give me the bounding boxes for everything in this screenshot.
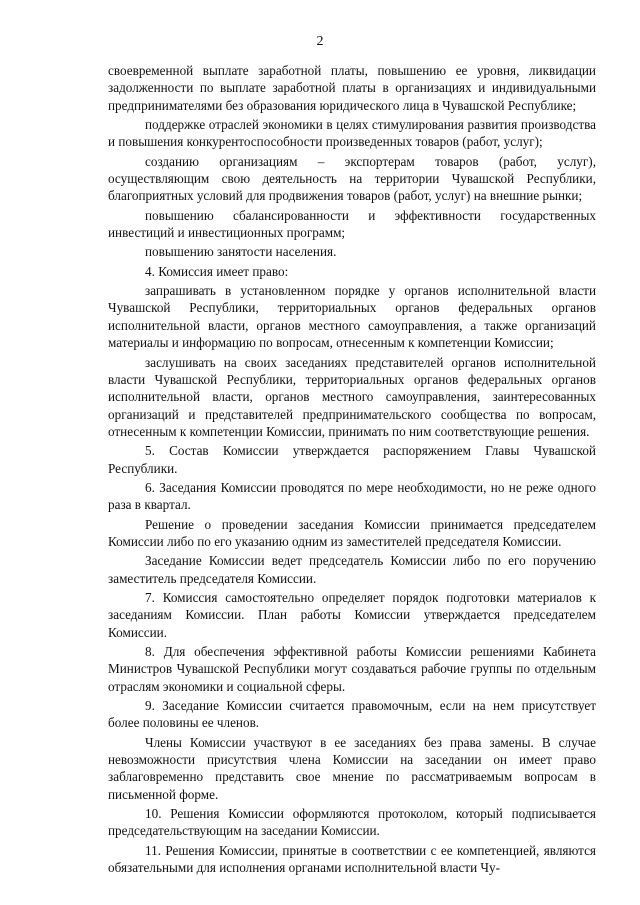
paragraph-p12: Заседание Комиссии ведет председатель Комиссии либо по его поручению заместитель председателя Комиссии. [108,553,596,586]
paragraph-p16: Члены Комиссии участвуют в ее заседаниях без права замены. В случае невозможности присутствия члена Комиссии на заседании он имеет право заблаговременно представить свое мнение по рассматриваемым вопросам в письменной форме. [108,734,596,802]
paragraph-p5: повышению занятости населения. [145,244,337,260]
paragraph-p15: 9. Заседание Комиссии считается правомочным, если на нем присутствует более половины ее членов. [108,698,596,731]
page-number: 2 [316,34,324,49]
paragraph-p11: Решение о проведении заседания Комиссии принимается председателем Комиссии либо по его указанию одним из заместителей председателя Комиссии. [108,516,596,549]
paragraph-p9: 5. Состав Комиссии утверждается распоряжением Главы Чувашской Республики. [108,443,596,476]
paragraph-p17: 10. Решения Комиссии оформляются протоколом, который подписывается председательствующим на заседании Комиссии. [108,806,596,839]
paragraph-p8: заслушивать на своих заседаниях представителей органов исполнительной власти Чувашской Республики, территориальных органов федеральных органов исполнительной власти, органов местного самоуправления, заинтересованных организаций и представителей предпринимательского сообщества по вопросам, отнесенным к компетенции Комиссии, принимать по ним соответствующие решения. [108,354,596,439]
paragraph-p10: 6. Заседания Комиссии проводятся по мере необходимости, но не реже одного раза в квартал. [108,479,596,513]
paragraph-p2: поддержке отраслей экономики в целях стимулирования развития производства и повышения конкурентоспособности произведенных товаров (работ, услуг); [108,117,596,150]
paragraph-p6: 4. Комиссия имеет право: [145,263,289,279]
paragraph-p3: созданию организациям – экспортерам товаров (работ, услуг), осуществляющим свою деятельность на территории Чувашской Республики, благоприятных условий для продвижения товаров (работ, услуг) на внешние рынки; [108,153,596,204]
paragraph-p18: 11. Решения Комиссии, принятые в соответствии с ее компетенцией, являются обязательными для исполнения органами исполнительной власти Чу- [108,842,596,876]
paragraph-p7: запрашивать в установленном порядке у органов исполнительной власти Чувашской Республики, территориальных органов федеральных органов исполнительной власти, органов местного самоуправления, а также организаций материалы и информацию по вопросам, отнесенным к компетенции Комиссии; [108,283,596,351]
document-body [108,62,596,878]
paragraph-p4: повышению сбалансированности и эффективности государственных инвестиций и инвестиционных программ; [108,207,596,241]
paragraph-p1: своевременной выплате заработной платы, повышению ее уровня, ликвидации задолженности по выплате заработной платы в организациях и индивидуальными предпринимателями без образования юридического лица в Чувашской Республике; [108,63,596,113]
paragraph-p13: 7. Комиссия самостоятельно определяет порядок подготовки материалов к заседаниям Комиссии. План работы Комиссии утверждается председателем Комиссии. [108,589,596,640]
paragraph-p14: 8. Для обеспечения эффективной работы Комиссии решениями Кабинета Министров Чувашской Республики могут создаваться рабочие группы по отдельным отраслям экономики и социальной сферы. [108,644,596,694]
